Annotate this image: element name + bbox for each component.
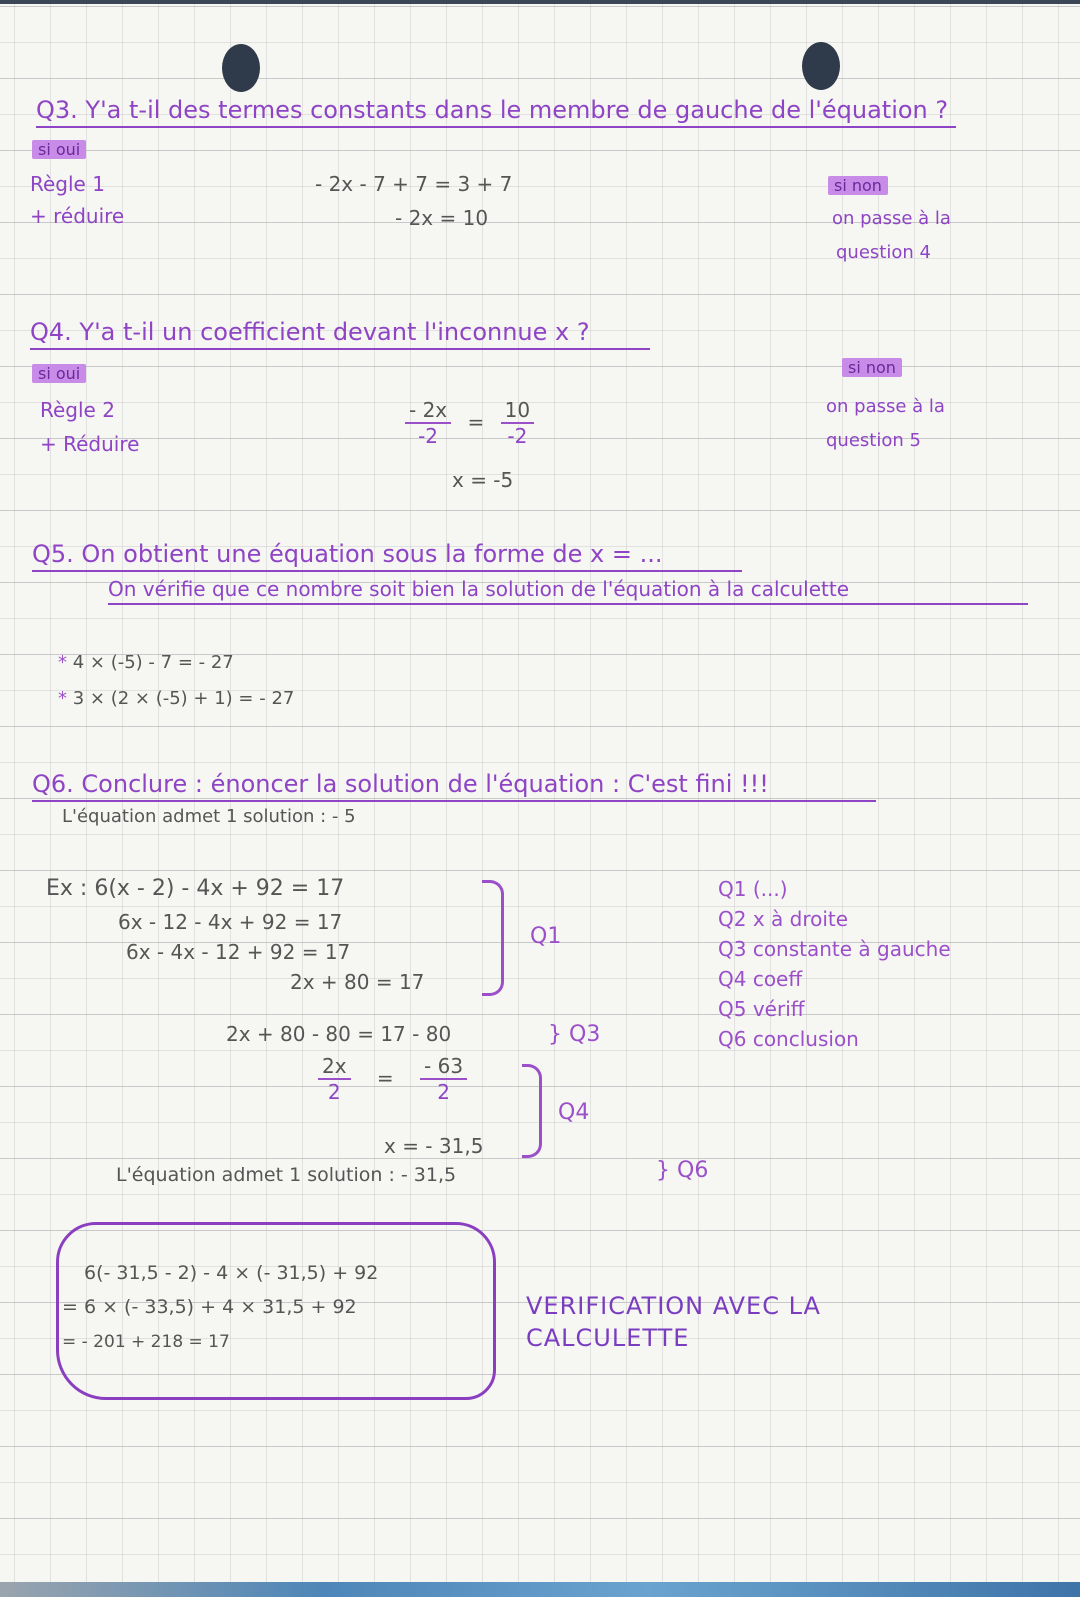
q5-title: Q5. On obtient une équation sous la forme de x = ... — [32, 540, 742, 572]
q4-yes-label: si oui — [32, 364, 86, 383]
example-line-3: 6x - 4x - 12 + 92 = 17 — [126, 940, 351, 964]
punch-hole-left — [222, 44, 260, 92]
summary-item-2: Q2 x à droite — [718, 907, 849, 931]
q4-rule: Règle 2 — [40, 398, 115, 422]
page-top-edge — [0, 0, 1080, 4]
example-right-fraction: $\frac{- 63}{2}$ — [420, 1054, 467, 1104]
q3-yes-label: si oui — [32, 140, 86, 159]
q5-check-2: * 3 × (2 × (-5) + 1) = - 27 — [58, 688, 295, 709]
q4-left-fraction: $\frac{- 2x}{-2}$ — [405, 398, 451, 448]
summary-item-4: Q4 coeff — [718, 967, 803, 991]
q4-reduce: + Réduire — [40, 432, 140, 456]
verification-line-2: = 6 × (- 33,5) + 4 × 31,5 + 92 — [62, 1296, 357, 1318]
q4-title: Q4. Y'a t-il un coefficient devant l'inconnue x ? — [30, 318, 650, 350]
example-line-2: 6x - 12 - 4x + 92 = 17 — [118, 910, 343, 934]
page-bottom-edge — [0, 1582, 1080, 1597]
q3-no-text-2: question 4 — [836, 242, 931, 263]
q6-brace-label: } Q6 — [656, 1158, 709, 1183]
q5-check-1: * 4 × (-5) - 7 = - 27 — [58, 652, 234, 673]
q1-label: Q1 — [530, 924, 562, 949]
example-result: x = - 31,5 — [384, 1134, 484, 1158]
brace-q1 — [482, 880, 504, 996]
verification-label-1: VERIFICATION AVEC LA — [526, 1292, 821, 1320]
example-line-4: 2x + 80 = 17 — [290, 970, 425, 994]
summary-item-5: Q5 vériff — [718, 997, 805, 1021]
q3-brace-label: } Q3 — [548, 1022, 601, 1047]
q3-title: Q3. Y'a t-il des termes constants dans le membre de gauche de l'équation ? — [36, 96, 956, 128]
summary-item-3: Q3 constante à gauche — [718, 937, 951, 961]
q3-no-text-1: on passe à la — [832, 208, 951, 229]
q3-no-label: si non — [828, 176, 888, 195]
summary-item-1: Q1 (...) — [718, 877, 788, 901]
q6-title: Q6. Conclure : énoncer la solution de l'équation : C'est fini !!! — [32, 770, 876, 802]
verification-line-3: = - 201 + 218 = 17 — [62, 1332, 230, 1352]
q4-result: x = -5 — [452, 468, 514, 492]
example-line-1: Ex : 6(x - 2) - 4x + 92 = 17 — [46, 876, 345, 901]
brace-q4 — [522, 1064, 542, 1158]
q6-conclusion: L'équation admet 1 solution : - 5 — [62, 806, 356, 827]
example-conclusion: L'équation admet 1 solution : - 31,5 — [116, 1164, 457, 1186]
q3-equation-1: - 2x - 7 + 7 = 3 + 7 — [315, 172, 513, 196]
q4-no-text-1: on passe à la — [826, 396, 945, 417]
example-left-fraction: $\frac{2x}{2}$ — [318, 1054, 351, 1104]
q4-no-label: si non — [842, 358, 902, 377]
q3-rule: Règle 1 — [30, 172, 105, 196]
q3-equation-2: - 2x = 10 — [395, 206, 489, 230]
q4-right-fraction: $\frac{10}{-2}$ — [501, 398, 534, 448]
summary-item-6: Q6 conclusion — [718, 1027, 859, 1051]
example-q3-line: 2x + 80 - 80 = 17 - 80 — [226, 1022, 452, 1046]
verification-label-2: CALCULETTE — [526, 1324, 690, 1352]
example-q4-fractions: $\frac{2x}{2}$ = $\frac{- 63}{2}$ — [318, 1054, 467, 1104]
punch-hole-right — [802, 42, 840, 90]
verification-line-1: 6(- 31,5 - 2) - 4 × (- 31,5) + 92 — [84, 1262, 379, 1284]
q4-no-text-2: question 5 — [826, 430, 921, 451]
q5-subtitle: On vérifie que ce nombre soit bien la solution de l'équation à la calculette — [108, 577, 1028, 605]
q4-label: Q4 — [558, 1100, 590, 1125]
q4-fraction-equation: $\frac{- 2x}{-2}$ = $\frac{10}{-2}$ — [405, 398, 534, 448]
q3-reduce: + réduire — [30, 204, 125, 228]
